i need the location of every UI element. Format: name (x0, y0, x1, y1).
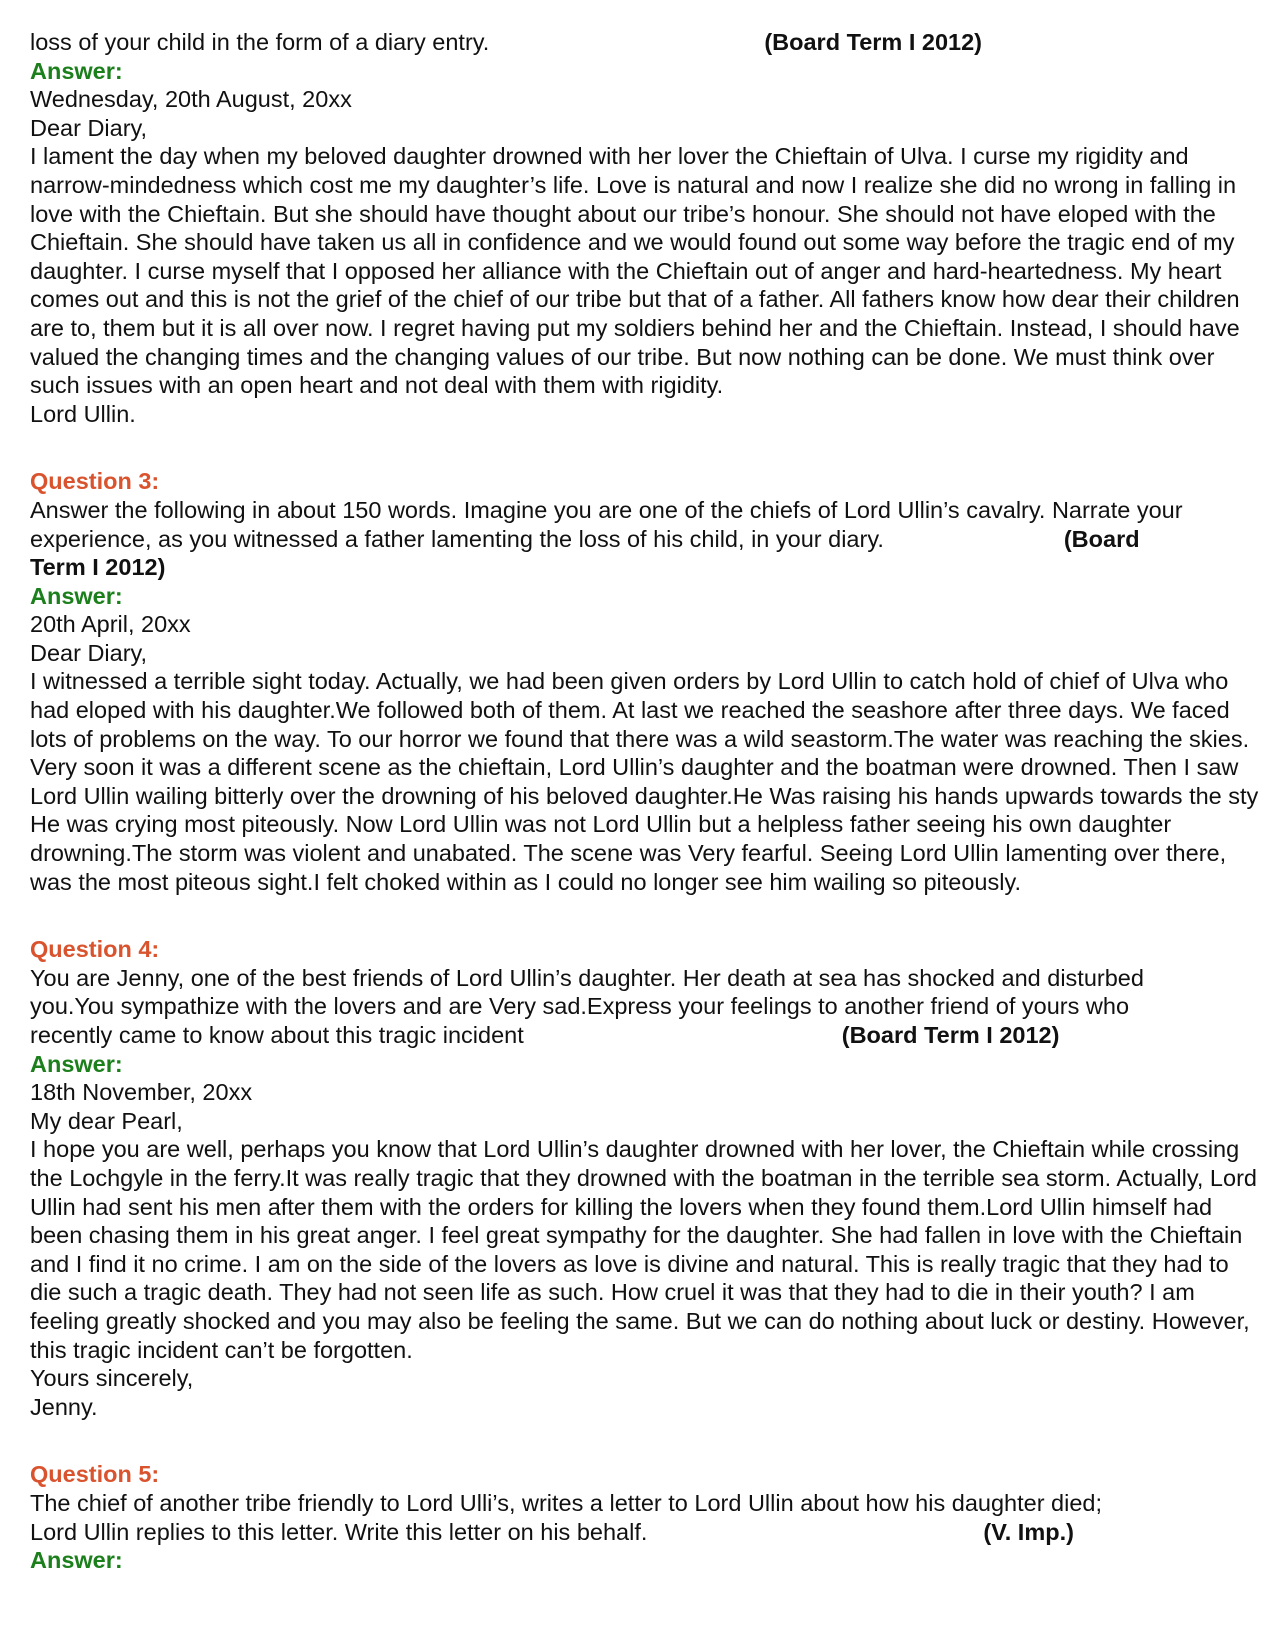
board-reference: (Board Term I 2012) (841, 1022, 1060, 1048)
answer-label: Answer: (30, 582, 123, 609)
question-3-heading: Question 3: (30, 468, 160, 495)
answer-label: Answer: (30, 1547, 123, 1574)
board-reference-continued: Term I 2012) (30, 554, 166, 581)
salutation: My dear Pearl, (30, 1107, 183, 1134)
board-reference: (Board (1063, 525, 1140, 552)
question-text: You are Jenny, one of the best friends of Lord Ullin’s daughter. Her death at sea has shocked and disturbed (30, 964, 1144, 991)
answer-body: I lament the day when my beloved daughter drowned with her lover the Chieftain of Ulva. I curse my rigidity and narrow-mindedness which cost me my daughter’s life. Love is natural and now I realize she did no wrong in falling in love with the Chieftain. But she should have thought about our tribe’s honour. She should not have eloped with the Chieftain. She should have taken us all in confidence and we would found out some way before the tragic end of my daughter. I curse myself that I opposed her alliance with the Chieftain out of anger and hard-heartedness. My heart comes out and this is not the grief of the chief of our tribe but that of a father. All fathers know how dear their children are to, them but it is all over now. I regret having put my soldiers behind her and the Chieftain. Instead, I should have valued the changing times and the changing values of our tribe. But now nothing can be done. We must think over such issues with an open heart and not deal with them with rigidity. (30, 143, 1240, 399)
question-text: The chief of another tribe friendly to Lord Ulli’s, writes a letter to Lord Ullin about how his daughter died; (30, 1489, 1103, 1516)
salutation: Dear Diary, (30, 114, 148, 141)
question-4-heading: Question 4: (30, 936, 160, 963)
question-text: you.You sympathize with the lovers and are Very sad.Express your feelings to another friend of yours who (30, 993, 1130, 1020)
question-2-tail (30, 28, 1260, 57)
answer-body: I hope you are well, perhaps you know that Lord Ullin’s daughter drowned with her lover, the Chieftain while crossing the Lochgyle in the ferry.It was really tragic that they drowned with the boatman in the terrible sea storm. Actually, Lord Ullin had sent his men after them with the orders for killing the lovers when they found them.Lord Ullin himself had been chasing them in his great anger. I feel great sympathy for the daughter. She had fallen in love with the Chieftain and I find it no crime. I am on the side of the lovers as love is divine and natural. This is really tragic that they had to die such a tragic death. They had not seen life as such. How cruel it was that they had to die in their youth? I am feeling greatly shocked and you may also be feeling the same. But we can do nothing about luck or destiny. However, this tragic incident can’t be forgotten. (30, 1136, 1257, 1363)
question-text (30, 1518, 1260, 1547)
board-reference: (Board Term I 2012) (764, 29, 982, 55)
question-text: Answer the following in about 150 words. Imagine you are one of the chiefs of Lord Ullin’s cavalry. Narrate your (30, 496, 1183, 523)
signoff: Jenny. (30, 1393, 98, 1420)
answer-label: Answer: (30, 1050, 123, 1077)
question-5-heading: Question 5: (30, 1461, 160, 1488)
importance-tag: (V. Imp.) (983, 1518, 1074, 1545)
question-text (30, 1021, 1260, 1050)
question-text-part: Lord Ullin replies to this letter. Write this letter on his behalf. (30, 1518, 648, 1545)
salutation: Dear Diary, (30, 639, 148, 666)
diary-date: 20th April, 20xx (30, 611, 191, 638)
question-text-part: experience, as you witnessed a father lamenting the loss of his child, in your diary. (30, 525, 884, 552)
letter-date: 18th November, 20xx (30, 1079, 253, 1106)
question-text (30, 525, 1260, 554)
question-text-part: recently came to know about this tragic incident (30, 1022, 524, 1048)
diary-date: Wednesday, 20th August, 20xx (30, 86, 352, 113)
question-text: loss of your child in the form of a diary entry. (30, 29, 490, 55)
answer-label: Answer: (30, 57, 123, 84)
document-page (30, 28, 1260, 1575)
answer-body: I witnessed a terrible sight today. Actually, we had been given orders by Lord Ullin to catch hold of chief of Ulva who had eloped with his daughter.We followed both of them. At last we reached the seashore after three days. We faced lots of problems on the way. To our horror we found that there was a wild seastorm.The water was reaching the skies. Very soon it was a different scene as the chieftain, Lord Ullin’s daughter and the boatman were drowned. Then I saw Lord Ullin wailing bitterly over the drowning of his beloved daughter.He Was raising his hands upwards towards the sty He was crying most piteously. Now Lord Ullin was not Lord Ullin but a helpless father seeing his own daughter drowning.The storm was violent and unabated. The scene was Very fearful. Seeing Lord Ullin lamenting over there, was the most piteous sight.I felt choked within as I could no longer see him wailing so piteously. (30, 668, 1259, 895)
signoff: Lord Ullin. (30, 400, 136, 427)
closing: Yours sincerely, (30, 1365, 194, 1392)
